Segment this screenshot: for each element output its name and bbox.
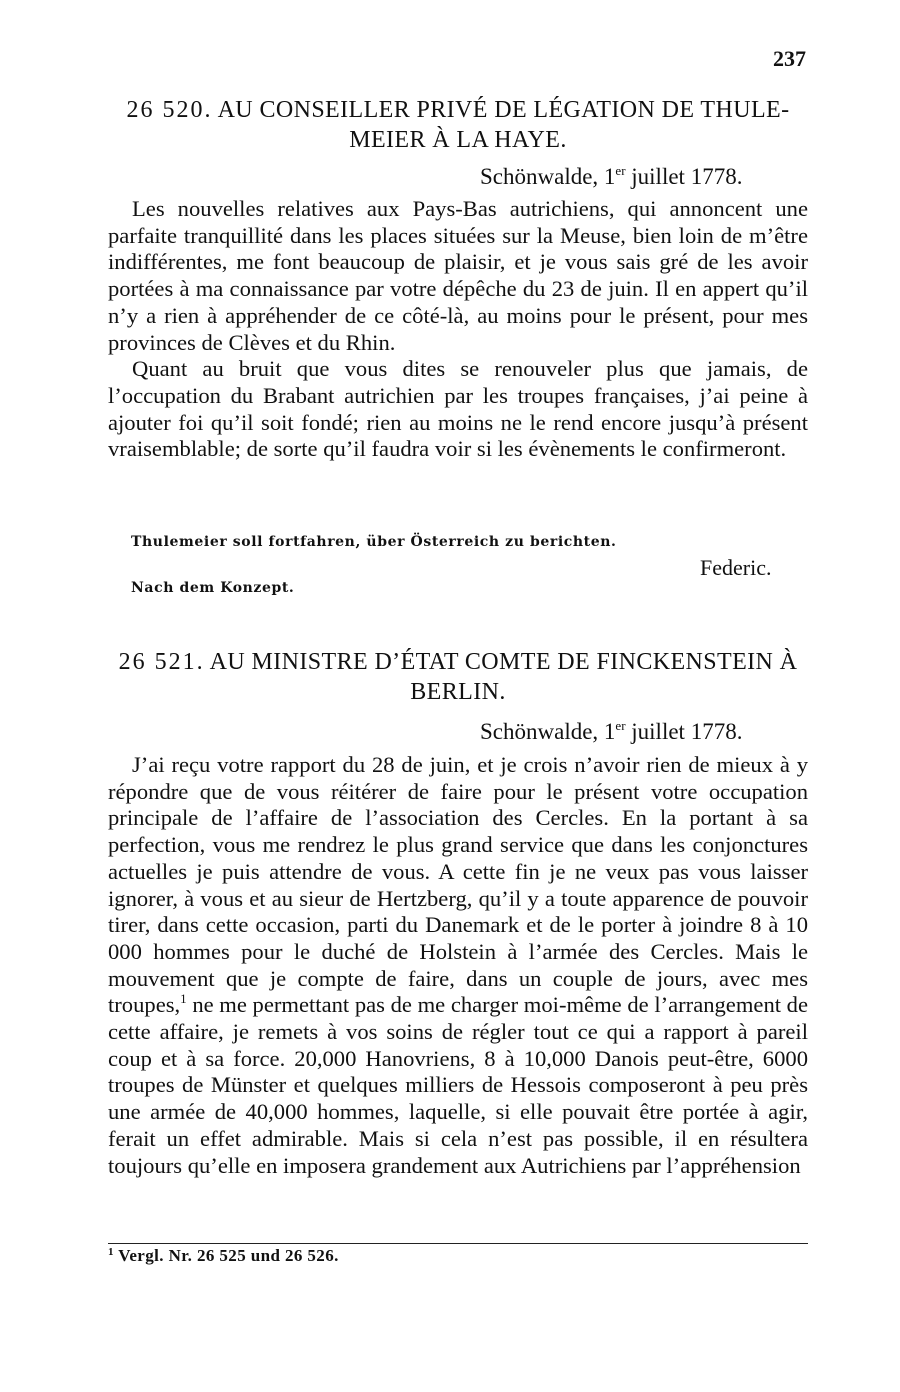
letter-number: 26 521. <box>118 649 205 675</box>
signature: Federic. <box>700 555 772 580</box>
letter-number: 26 520. <box>126 97 213 123</box>
heading-text: AU CONSEILLER PRIVÉ DE LÉGATION DE THULE- <box>217 97 790 123</box>
dateline-letter-2 <box>480 718 810 746</box>
heading-line-1 <box>108 647 808 677</box>
footnote-divider <box>108 1243 808 1244</box>
date-place: Schönwalde, <box>480 719 604 744</box>
heading-line-2: MEIER À LA HAYE. <box>349 127 567 153</box>
date-place: Schönwalde, <box>480 164 604 189</box>
dateline-letter-1 <box>480 163 810 191</box>
letter-1-body <box>108 196 808 463</box>
date-superscript: er <box>615 718 626 733</box>
letter-heading-26520 <box>108 95 808 155</box>
paragraph <box>108 752 808 1179</box>
letter-2-body <box>108 752 808 1179</box>
date-rest: juillet 1778. <box>625 164 743 189</box>
footnote-reference[interactable]: 1 <box>180 991 187 1007</box>
date-superscript: er <box>615 163 626 178</box>
heading-text: AU MINISTRE D’ÉTAT COMTE DE FINCKENSTEIN À <box>209 649 798 675</box>
date-rest: juillet 1778. <box>625 719 743 744</box>
heading-line-2: BERLIN. <box>410 679 506 705</box>
source-note: Nach dem Konzept. <box>131 580 295 596</box>
footnote-text: Vergl. Nr. 26 525 und 26 526. <box>118 1246 339 1265</box>
heading-line-1 <box>108 95 808 125</box>
editorial-note-german: Thulemeier soll fortfahren, über Österreich zu berichten. <box>131 534 617 550</box>
paragraph: Les nouvelles relatives aux Pays-Bas autrichiens, qui annoncent une parfaite tranquillité dans les places situées sur la Meuse, bien loin de m’être indifférentes, me font beaucoup de plaisir, et je vous sais gré de les avoir portées à ma connaissance par votre dépêche du 23 de juin. Il en appert qu’il n’y a rien à appréhender de ce côté-là, au moins pour le présent, pour mes provinces de Clèves et du Rhin. <box>108 196 808 355</box>
paragraph: Quant au bruit que vous dites se renouveler plus que jamais, de l’occupation du Brabant autrichien par les troupes françaises, j’ai peine à ajouter foi qu’il soit fondé; rien au moins ne le rend encore jusqu’à présent vraisemblable; de sorte qu’il faudra voir si les évènements le confirmeront. <box>108 356 808 462</box>
date-day: 1 <box>603 719 616 744</box>
letter-heading-26521 <box>108 647 808 707</box>
footnote <box>108 1246 339 1266</box>
paragraph-part-2: ne me permettant pas de me charger moi-même de l’arrangement de cette affaire, je remets à vos soins de régler tout ce qui a rapport à pareil coup et à sa force. 20,000 Hanovriens, 8 à 10,000 Danois peut-être, 6000 troupes de Münster et quelques milliers de Hessois composeront à peu près une armée de 40,000 hommes, laquelle, si elle pouvait être portée à agir, ferait un effet admirable. Mais si cela n’est pas possible, il en résultera toujours qu’elle en imposera grandement aux Autrichiens par l’appréhension <box>108 992 808 1178</box>
footnote-marker: 1 <box>108 1246 114 1258</box>
date-day: 1 <box>603 164 616 189</box>
page-number: 237 <box>773 46 806 71</box>
paragraph-part-1: J’ai reçu votre rapport du 28 de juin, et je crois n’avoir rien de mieux à y répondre que de vous réitérer de faire pour le présent votre occupation principale de l’affaire de l’association des Cercles. En la portant à sa perfection, vous me rendrez le plus grand service que dans les conjonctures actuelles je puis attendre de vous. A cette fin je ne veux pas vous laisser ignorer, à vous et au sieur de Hertzberg, qu’il y a toute apparence de pouvoir tirer, dans cette occasion, parti du Danemark et de le porter à joindre 8 à 10 000 hommes pour le duché de Holstein à l’armée des Cercles. Mais le mouvement que je compte de faire, dans un couple de jours, avec mes troupes, <box>108 752 808 1018</box>
